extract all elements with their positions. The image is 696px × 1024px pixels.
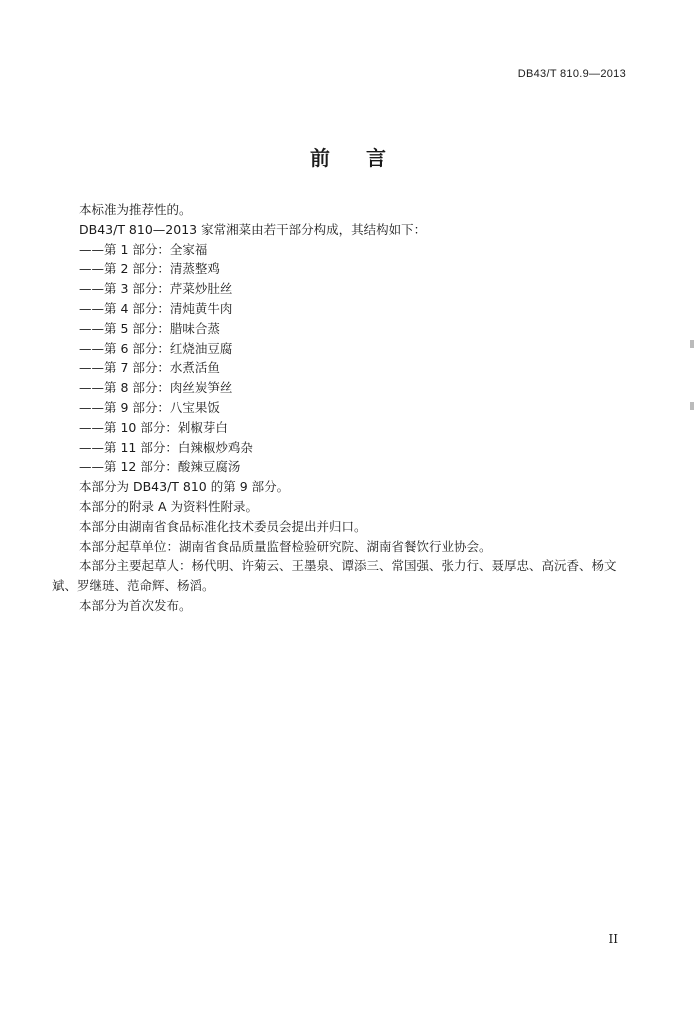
list-item: ——第 8 部分：肉丝炭笋丝 (79, 380, 233, 396)
scan-edge-mark (690, 340, 694, 348)
list-item: ——第 1 部分：全家福 (79, 241, 208, 257)
paragraph: DB43/T 810—2013 家常湘菜由若干部分构成，其结构如下： (79, 221, 427, 237)
list-item: ——第 9 部分：八宝果饭 (79, 399, 220, 415)
scan-edge-mark (690, 402, 694, 410)
document-code: DB43/T 810.9—2013 (517, 68, 626, 80)
page-number: II (608, 932, 618, 946)
list-item: ——第 4 部分：清炖黄牛肉 (79, 300, 233, 316)
paragraph: 本部分主要起草人：杨代明、许菊云、王墨泉、谭添三、常国强、张力行、聂厚忠、高沅香、杨文斌、罗继琏、范命辉、杨滔。 (52, 558, 617, 594)
paragraph: 本部分起草单位：湖南省食品质量监督检验研究院、湖南省餐饮行业协会。 (79, 538, 492, 554)
paragraph: 本部分为 DB43/T 810 的第 9 部分。 (79, 479, 290, 495)
paragraph: 本部分的附录 A 为资料性附录。 (79, 498, 258, 514)
paragraph: 本部分为首次发布。 (79, 597, 192, 613)
foreword-body (0, 200, 696, 616)
list-item: ——第 12 部分：酸辣豆腐汤 (79, 459, 241, 475)
paragraph: 本部分由湖南省食品标准化技术委员会提出并归口。 (79, 518, 367, 534)
page-title: 前言 (310, 146, 422, 170)
list-item: ——第 7 部分：水煮活鱼 (79, 360, 220, 376)
list-item: ——第 3 部分：芹菜炒肚丝 (79, 281, 233, 297)
list-item: ——第 2 部分：清蒸整鸡 (79, 261, 220, 277)
list-item: ——第 11 部分：白辣椒炒鸡杂 (79, 439, 253, 455)
list-item: ——第 5 部分：腊味合蒸 (79, 320, 220, 336)
list-item: ——第 6 部分：红烧油豆腐 (79, 340, 233, 356)
paragraph: 本标准为推荐性的。 (79, 202, 192, 217)
list-item: ——第 10 部分：剁椒芽白 (79, 419, 228, 435)
